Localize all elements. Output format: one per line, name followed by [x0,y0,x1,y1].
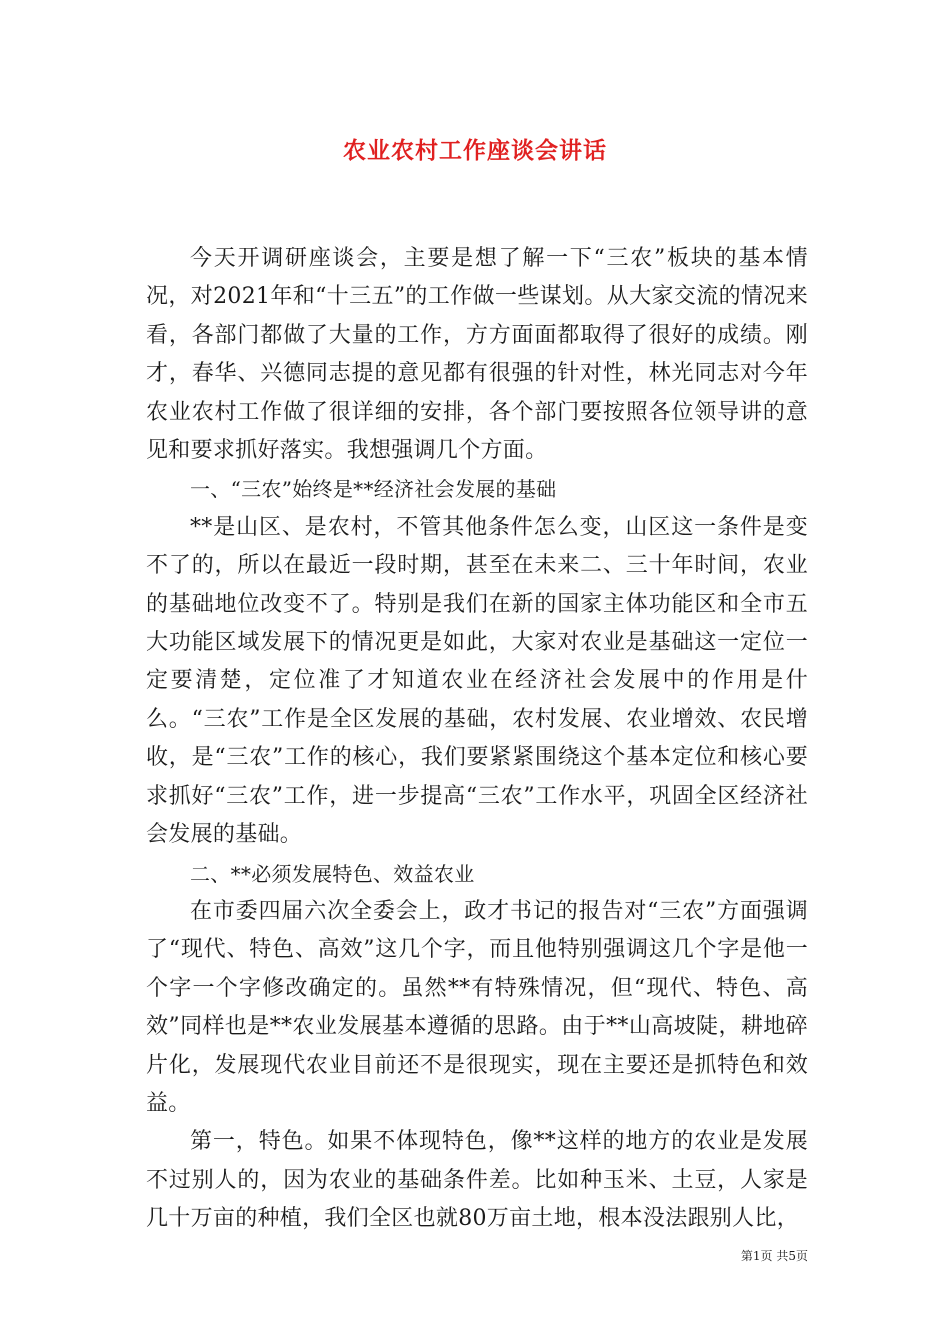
paragraph-intro: 今天开调研座谈会，主要是想了解一下“三农”板块的基本情况，对2021年和“十三五”的工作做一些谋划。从大家交流的情况来看，各部门都做了大量的工作，方方面面都取得了很好的成绩。刚才，春华、兴德同志提的意见都有很强的针对性，林光同志对今年农业农村工作做了很详细的安排，各个部门要按照各位领导讲的意见和要求抓好落实。我想强调几个方面。 [146,246,808,464]
section-heading-2: 二、**必须发展特色、效益农业 [190,861,475,886]
footer-total-pages: 5 [788,1249,796,1263]
footer-current-page: 1 [752,1249,761,1263]
paragraph-section-1: **是山区、是农村，不管其他条件怎么变，山区这一条件是变不了的，所以在最近一段时期，甚至在未来二、三十年时间，农业的基础地位改变不了。特别是我们在新的国家主体功能区和全市五大功能区域发展下的情况更是如此，大家对农业是基础这一定位一定要清楚，定位准了才知道农业在经济社会发展中的作用是什么。“三农”工作是全区发展的基础，农村发展、农业增效、农民增收，是“三农”工作的核心，我们要紧紧围绕这个基本定位和核心要求抓好“三农”工作，进一步提高“三农”工作水平，巩固全区经济社会发展的基础。 [146,514,808,848]
page-footer [741,1247,808,1264]
document-title: 农业农村工作座谈会讲话 [343,137,607,164]
paragraph-first-point: 第一，特色。如果不体现特色，像**这样的地方的农业是发展不过别人的，因为农业的基础条件差。比如种玉米、土豆，人家是几十万亩的种植，我们全区也就80万亩土地，根本没法跟别人比， [146,1129,808,1232]
footer-suffix: 页 [795,1249,808,1263]
paragraph-section-2: 在市委四届六次全委会上，政才书记的报告对“三农”方面强调了“现代、特色、高效”这几个字，而且他特别强调这几个字是他一个字一个字修改确定的。虽然**有特殊情况，但“现代、特色、高效”同样也是**农业发展基本遵循的思路。由于**山高坡陡，耕地碎片化，发展现代农业目前还不是很现实，现在主要还是抓特色和效益。 [146,898,808,1116]
footer-middle: 页 共 [760,1249,789,1263]
footer-prefix: 第 [740,1249,753,1263]
document-body [146,240,808,1239]
section-heading-1: 一、“三农”始终是**经济社会发展的基础 [190,477,557,502]
